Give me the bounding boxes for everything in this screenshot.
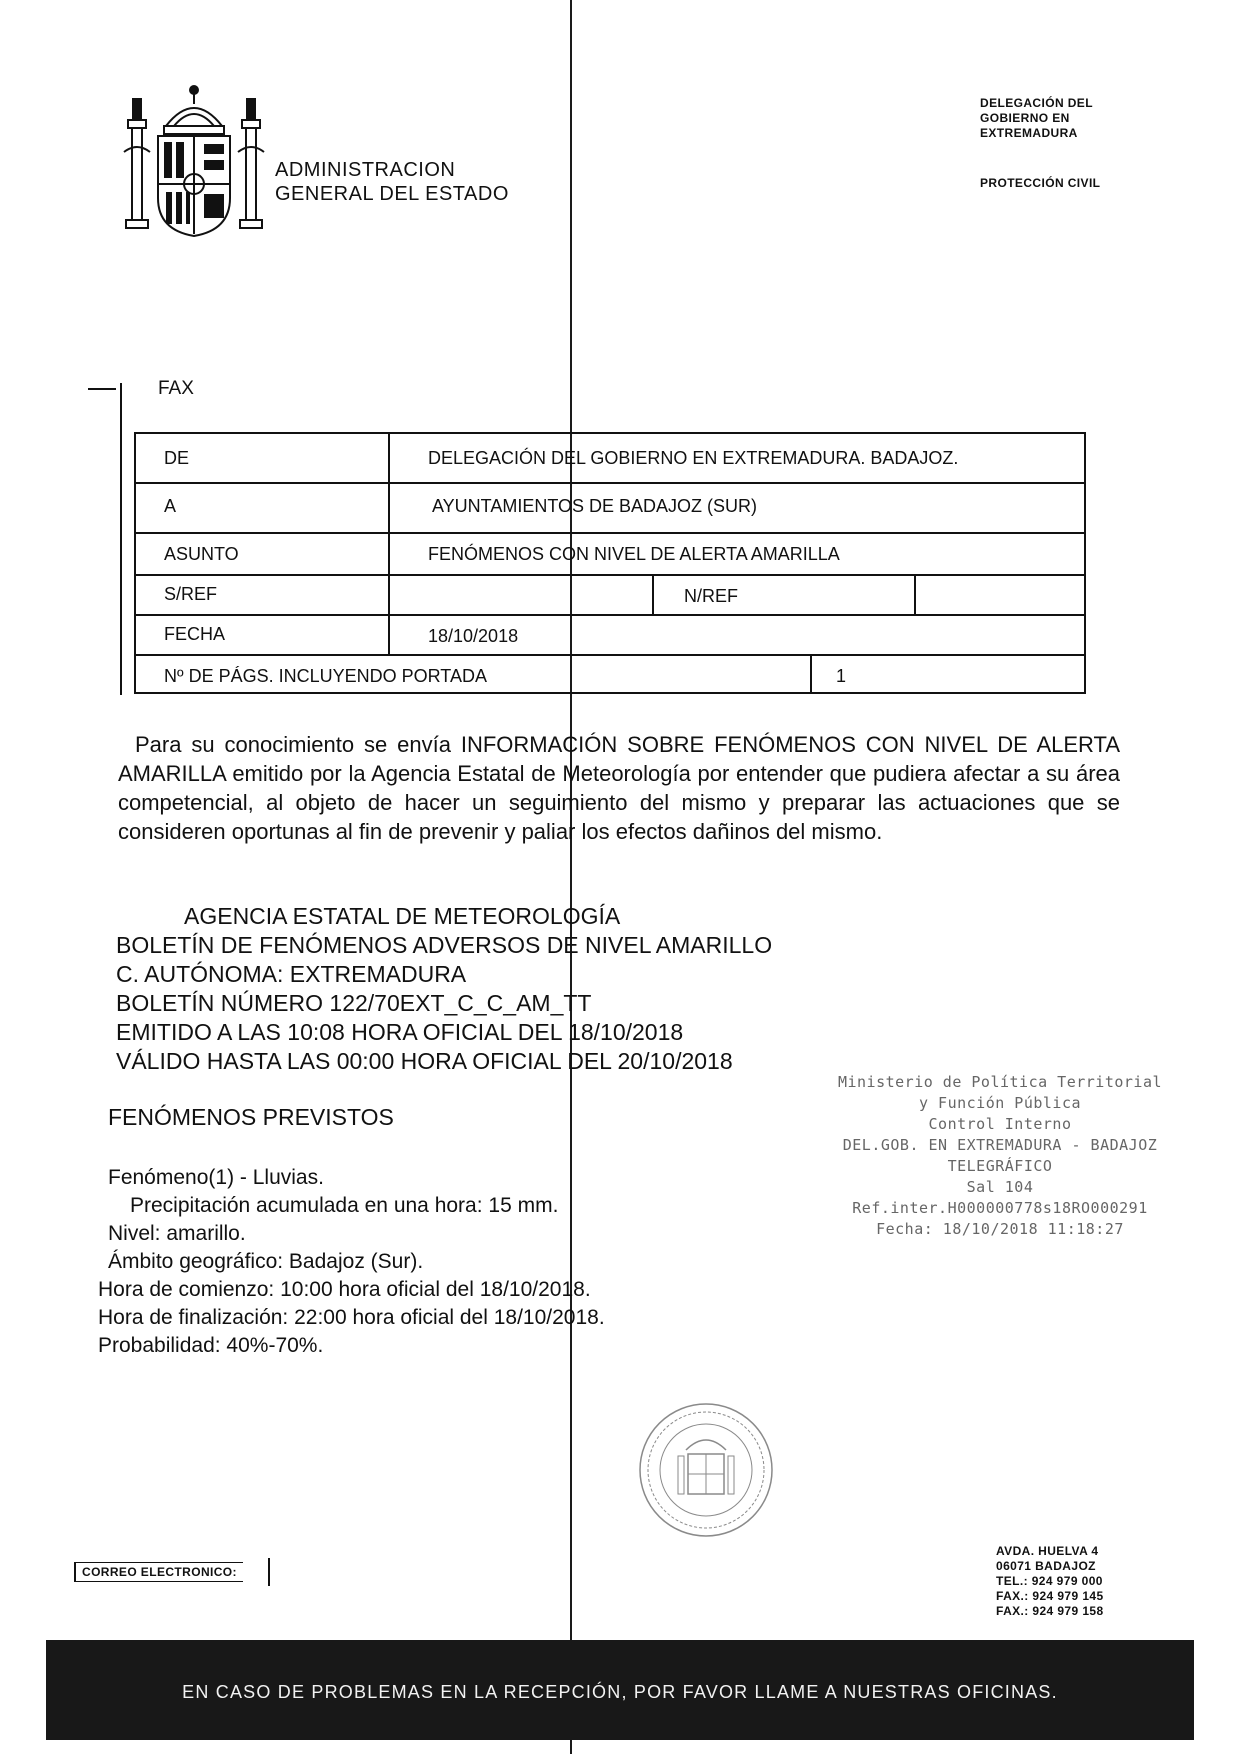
office-address [996,1544,1104,1619]
office-line-2: GOBIERNO EN [980,111,1070,125]
table-column-divider [914,574,916,614]
coat-of-arms-logo [118,80,270,240]
bulletin-issued: EMITIDO A LAS 10:08 HORA OFICIAL DEL 18/10/2018 [116,1019,684,1045]
bulletin-agency: AGENCIA ESTATAL DE METEOROLOGÍA [184,903,621,929]
footer-banner [46,1640,1194,1740]
address-line: FAX.: 924 979 145 [996,1589,1104,1603]
intro-text: Para su conocimiento se envía INFORMACIÓN SOBRE FENÓMENOS CON NIVEL DE ALERTA AMARILLA emitido por la Agencia Estatal de Meteorología por entender que pudiera afectar a su área competencial, al objeto de hacer un seguimiento del mismo y preparar las actuaciones que se consideren oportunas al fin de prevenir y paliar los efectos dañinos del mismo. [118,732,1120,844]
bulletin-header [116,902,772,1076]
registry-stamp [815,1072,1185,1240]
email-field-label: CORREO ELECTRONICO: [74,1562,243,1582]
table-divider [136,654,1084,656]
bulletin-region: C. AUTÓNOMA: EXTREMADURA [116,961,467,987]
row-a-value: AYUNTAMIENTOS DE BADAJOZ (SUR) [432,496,758,516]
office-line-1: DELEGACIÓN DEL [980,96,1093,110]
address-line: TEL.: 924 979 000 [996,1574,1103,1588]
phenomenon-name: Fenómeno(1) - Lluvias. [108,1166,324,1189]
row-pages-label: Nº DE PÁGS. INCLUYENDO PORTADA [164,666,487,686]
table-column-divider [388,434,390,654]
fax-header-table [134,432,1086,694]
table-divider [136,532,1084,534]
row-de-value: DELEGACIÓN DEL GOBIERNO EN EXTREMADURA. BADAJOZ. [428,448,959,468]
official-seal-icon [636,1400,776,1540]
row-de-label: DE [164,448,190,468]
stamp-line: Ref.inter.H000000778s18RO000291 [852,1199,1148,1217]
stamp-line: DEL.GOB. EN EXTREMADURA - BADAJOZ [842,1136,1158,1154]
bulletin-number: BOLETÍN NÚMERO 122/70EXT_C_C_AM_TT [116,990,592,1016]
fold-line [570,0,572,1754]
row-asunto-value: FENÓMENOS CON NIVEL DE ALERTA AMARILLA [428,544,840,564]
phenomena-title: FENÓMENOS PREVISTOS [108,1104,394,1130]
stamp-line: TELEGRÁFICO [947,1157,1053,1175]
row-a-label: A [164,496,177,516]
organization-line-1: ADMINISTRACION [275,159,456,181]
office-name [980,96,1093,141]
row-nref-label: N/REF [684,586,738,606]
organization-line-2: GENERAL DEL ESTADO [275,183,509,205]
row-fecha-label: FECHA [164,624,226,644]
phenomenon-precipitation: Precipitación acumulada en una hora: 15 mm. [130,1194,559,1217]
table-divider [136,574,1084,576]
stamp-line: Fecha: 18/10/2018 11:18:27 [876,1220,1124,1238]
bulletin-title: BOLETÍN DE FENÓMENOS ADVERSOS DE NIVEL AMARILLO [116,932,773,958]
phenomenon-end: Hora de finalización: 22:00 hora oficial del 18/10/2018. [98,1306,605,1329]
address-line: 06071 BADAJOZ [996,1559,1096,1573]
department-name: PROTECCIÓN CIVIL [980,176,1101,190]
phenomenon-probability: Probabilidad: 40%-70%. [98,1334,324,1357]
phenomenon-start: Hora de comienzo: 10:00 hora oficial del 18/10/2018. [98,1278,591,1301]
stamp-line: y Función Pública [918,1094,1082,1112]
stamp-line: Control Interno [928,1115,1072,1133]
bulletin-valid: VÁLIDO HASTA LAS 00:00 HORA OFICIAL DEL 20/10/2018 [116,1048,733,1074]
stamp-line: Ministerio de Política Territorial [837,1073,1163,1091]
fax-dash [88,388,116,390]
table-column-divider [652,574,654,614]
phenomena-list [98,1164,605,1360]
address-line: AVDA. HUELVA 4 [996,1544,1099,1558]
table-divider [136,482,1084,484]
organization-name [275,158,509,206]
table-divider [136,614,1084,616]
table-column-divider [810,654,812,694]
footer-banner-text: EN CASO DE PROBLEMAS EN LA RECEPCIÓN, POR FAVOR LLAME A NUESTRAS OFICINAS. [182,1682,1058,1702]
office-line-3: EXTREMADURA [980,126,1078,140]
row-asunto-label: ASUNTO [164,544,239,564]
stamp-line: Sal 104 [966,1178,1034,1196]
fax-label: FAX [158,378,194,399]
intro-paragraph [118,730,1120,846]
phenomenon-scope: Ámbito geográfico: Badajoz (Sur). [108,1250,424,1273]
email-field-cursor [268,1558,270,1586]
address-line: FAX.: 924 979 158 [996,1604,1104,1618]
row-fecha-value: 18/10/2018 [428,626,519,646]
row-sref-label: S/REF [164,584,218,604]
row-pages-value: 1 [836,666,847,686]
phenomenon-level: Nivel: amarillo. [108,1222,246,1245]
fax-margin-line [120,383,122,695]
